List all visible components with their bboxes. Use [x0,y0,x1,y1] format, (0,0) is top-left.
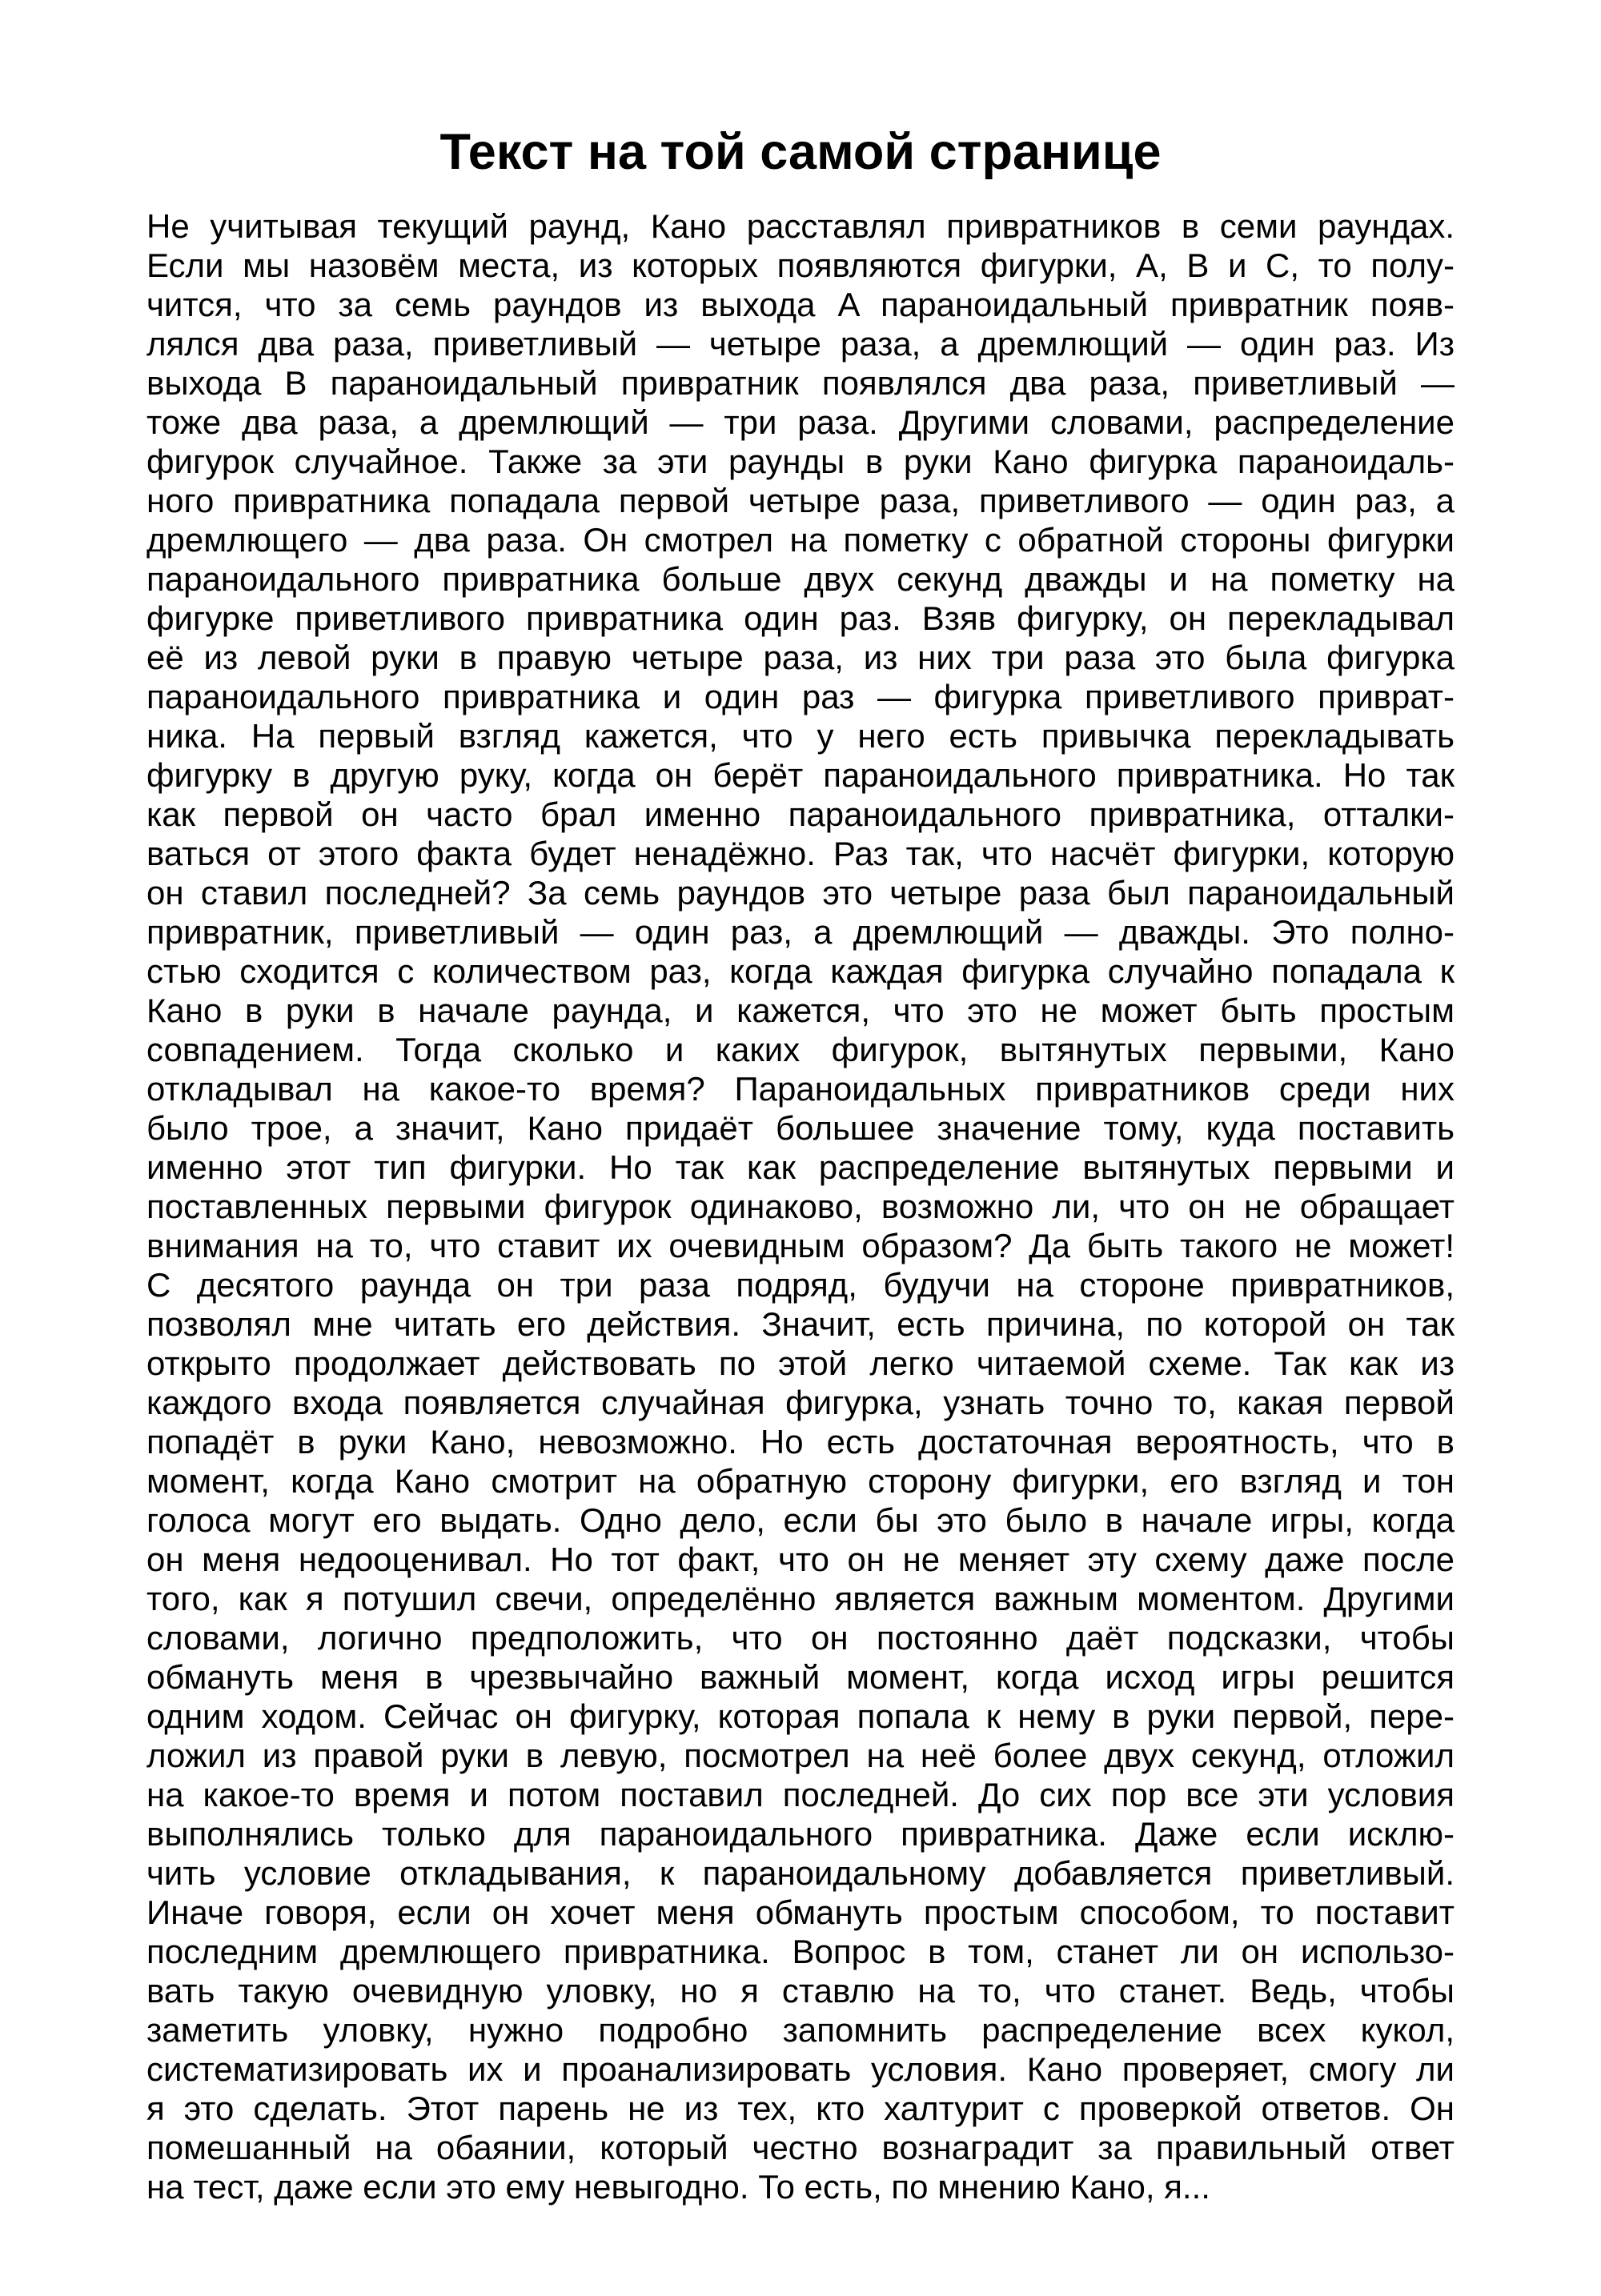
text-line: я это сделать. Этот парень не из тех, кто халтурит с проверкой ответов. Он [146,2090,1455,2127]
text-line: было трое, а значит, Кано придаёт большее значение тому, куда поставить [146,1109,1455,1147]
text-line: вать такую очевидную уловку, но я ставлю на то, что станет. Ведь, чтобы [146,1972,1455,2010]
text-line: фигурке приветливого привратника один раз. Взяв фигурку, он перекладывал [146,599,1455,637]
text-line: фигурку в другую руку, когда он берёт параноидального привратника. Но так [146,756,1455,794]
text-line: Кано в руки в начале раунда, и кажется, что это не может быть простым [146,992,1455,1029]
text-line: голоса могут его выдать. Одно дело, если бы это было в начале игры, когда [146,1501,1455,1539]
text-line: того, как я потушил свечи, определённо является важным моментом. Другими [146,1580,1455,1617]
text-line: дремлющего — два раза. Он смотрел на пометку с обратной стороны фигурки [146,521,1455,559]
text-line: обмануть меня в чрезвычайно важный момент, когда исход игры решится [146,1658,1455,1696]
text-line: стью сходится с количеством раз, когда каждая фигурка случайно попадала к [146,952,1455,990]
text-line: фигурок случайное. Также за эти раунды в руки Кано фигурка параноидаль- [146,443,1455,480]
page-title: Текст на той самой странице [439,124,1162,180]
text-line: параноидального привратника и один раз — фигурка приветливого приврат- [146,678,1455,715]
text-line: последним дремлющего привратника. Вопрос в том, станет ли он использо- [146,1933,1455,1970]
text-line: привратник, приветливый — один раз, а дремлющий — дважды. Это полно- [146,913,1455,951]
text-line: попадёт в руки Кано, невозможно. Но есть достаточная вероятность, что в [146,1423,1455,1461]
text-line: именно этот тип фигурки. Но так как распределение вытянутых первыми и [146,1148,1455,1186]
text-line: тоже два раза, а дремлющий — три раза. Другими словами, распределение [146,403,1455,441]
text-line: одним ходом. Сейчас он фигурку, которая попала к нему в руки первой, пере- [146,1697,1455,1735]
text-line: Иначе говоря, если он хочет меня обмануть простым способом, то поставит [146,1893,1455,1931]
text-line: ного привратника попадала первой четыре раза, приветливого — один раз, а [146,482,1455,519]
text-line: он меня недооценивал. Но тот факт, что он не меняет эту схему даже после [146,1541,1455,1578]
text-line: помешанный на обаянии, который честно вознаградит за правильный ответ [146,2129,1455,2166]
text-line: систематизировать их и проанализировать условия. Кано проверяет, смогу ли [146,2050,1455,2088]
text-line: совпадением. Тогда сколько и каких фигурок, вытянутых первыми, Кано [146,1031,1455,1068]
text-line: на какое-то время и потом поставил последней. До сих пор все эти условия [146,1776,1455,1813]
body-text [146,206,1455,2206]
text-line: на тест, даже если это ему невыгодно. То есть, по мнению Кано, я... [146,2168,1210,2206]
text-line: С десятого раунда он три раза подряд, будучи на стороне привратников, [146,1266,1455,1304]
text-line: Если мы назовём места, из которых появляются фигурки, A, B и C, то полу- [146,246,1455,284]
text-line: как первой он часто брал именно параноидального привратника, отталки- [146,795,1455,833]
text-line: выхода B параноидальный привратник появлялся два раза, приветливый — [146,364,1455,402]
text-line: ваться от этого факта будет ненадёжно. Раз так, что насчёт фигурки, которую [146,835,1455,872]
text-line: ложил из правой руки в левую, посмотрел на неё более двух секунд, отложил [146,1737,1455,1774]
text-line: открыто продолжает действовать по этой легко читаемой схеме. Так как из [146,1344,1455,1382]
text-line: откладывал на какое-то время? Параноидальных привратников среди них [146,1070,1455,1108]
text-line: её из левой руки в правую четыре раза, из них три раза это была фигурка [146,639,1455,676]
text-line: чить условие откладывания, к параноидальному добавляется приветливый. [146,1854,1455,1892]
text-line: каждого входа появляется случайная фигурка, узнать точно то, какая первой [146,1384,1455,1421]
text-line: лялся два раза, приветливый — четыре раза, а дремлющий — один раз. Из [146,325,1455,363]
text-line: выполнялись только для параноидального привратника. Даже если исклю- [146,1815,1455,1853]
text-line: позволял мне читать его действия. Значит, есть причина, по которой он так [146,1305,1455,1343]
text-line: ника. На первый взгляд кажется, что у него есть привычка перекладывать [146,717,1455,755]
text-line: он ставил последней? За семь раундов это четыре раза был параноидальный [146,874,1455,912]
text-line: заметить уловку, нужно подробно запомнить распределение всех кукол, [146,2011,1455,2049]
text-line: поставленных первыми фигурок одинаково, возможно ли, что он не обращает [146,1188,1455,1225]
text-line: Не учитывая текущий раунд, Кано расставлял привратников в семи раундах. [146,207,1455,245]
text-line: параноидального привратника больше двух секунд дважды и на пометку на [146,560,1455,598]
text-line: внимания на то, что ставит их очевидным образом? Да быть такого не может! [146,1227,1455,1264]
text-line: момент, когда Кано смотрит на обратную сторону фигурки, его взгляд и тон [146,1462,1455,1500]
text-line: словами, логично предположить, что он постоянно даёт подсказки, чтобы [146,1619,1455,1657]
text-line: чится, что за семь раундов из выхода A параноидальный привратник появ- [146,286,1455,323]
